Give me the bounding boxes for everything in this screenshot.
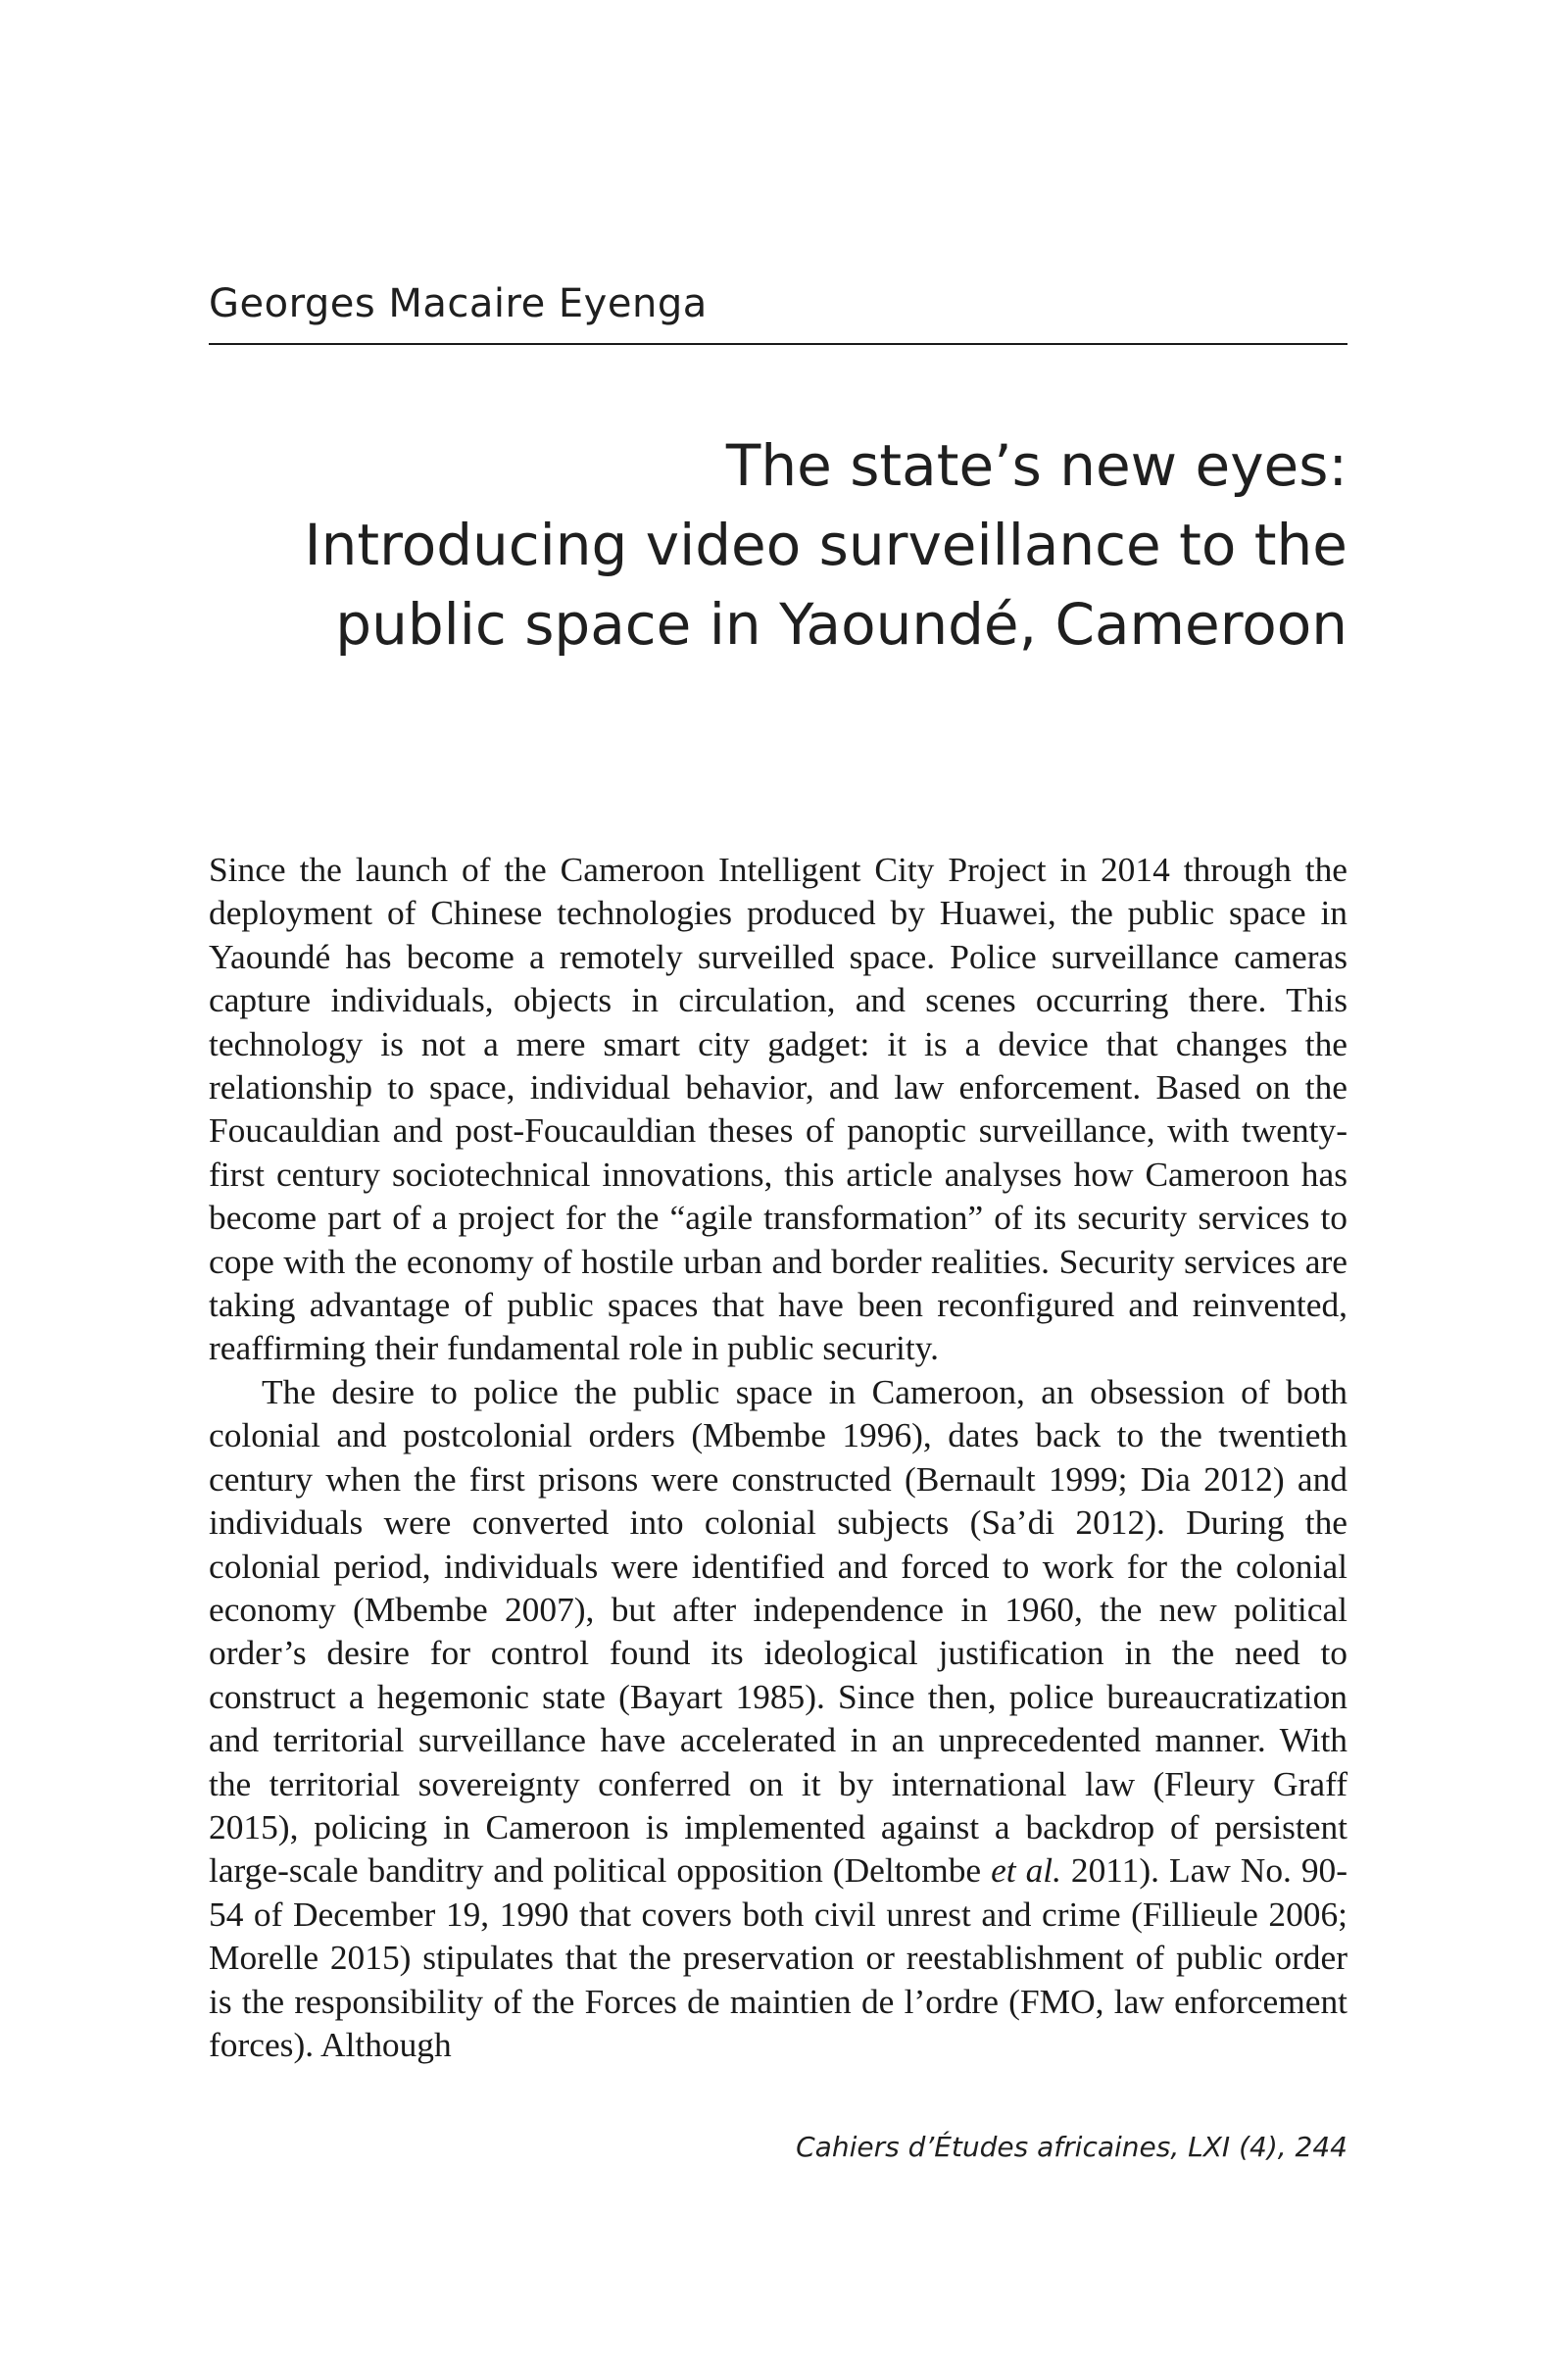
running-head-author: Georges Macaire Eyenga	[209, 282, 1348, 345]
journal-page	[209, 0, 1348, 2363]
body-paragraph	[209, 1370, 1348, 2067]
journal-citation-footer: Cahiers d’Études africaines, LXI (4), 244	[796, 2131, 1348, 2163]
article-body	[209, 848, 1348, 2066]
body-paragraph-part-1: The desire to police the public space in Cameroon, an obsession of both colonial and postcolonial orders (Mbembe 1996), dates back to the twentieth century when the first prisons were constructed (Bernault 1999; Dia 2012) and individuals were converted into colonial subjects (Sa’di 2012). During the colonial period, individuals were identified and forced to work for the colonial economy (Mbembe 2007), but after independence in 1960, the new political order’s desire for control found its ideological justification in the need to construct a hegemonic state (Bayart 1985). Since then, police bureaucratization and territorial surveillance have accelerated in an unprecedented manner. With the territorial sovereignty conferred on it by international law (Fleury Graff 2015), policing in Cameroon is implemented against a backdrop of persistent large-scale banditry and political opposition (Deltombe	[209, 1371, 1348, 1891]
title-line-2: Introducing video surveillance to the	[304, 512, 1348, 578]
article-title	[209, 426, 1348, 665]
title-line-3: public space in Yaoundé, Cameroon	[335, 591, 1348, 658]
title-line-1: The state’s new eyes:	[725, 432, 1348, 499]
abstract-paragraph: Since the launch of the Cameroon Intelligent City Project in 2014 through the deployment of Chinese technologies produced by Huawei, the public space in Yaoundé has become a remotely surveilled space. Police surveillance cameras capture individuals, objects in circulation, and scenes occurring there. This technology is not a mere smart city gadget: it is a device that changes the relationship to space, individual behavior, and law enforcement. Based on the Foucauldian and post-Foucauldian theses of panoptic surveillance, with twenty-first century sociotechnical innovations, this article analyses how Cameroon has become part of a project for the “agile transformation” of its security services to cope with the economy of hostile urban and border realities. Security services are taking advantage of public spaces that have been reconfigured and reinvented, reaffirming their fundamental role in public security.	[209, 850, 1348, 1368]
et-al-italic: et al.	[991, 1850, 1061, 1891]
body-paragraph-part-2: 2011). Law No. 90-54 of December 19, 1990 that covers both civil unrest and crime (Fillieule 2006; Morelle 2015) stipulates that the preservation or reestablishment of public order is the responsibility of the Forces de maintien de l’ordre (FMO, law enforcement forces). Although	[209, 1850, 1348, 2064]
